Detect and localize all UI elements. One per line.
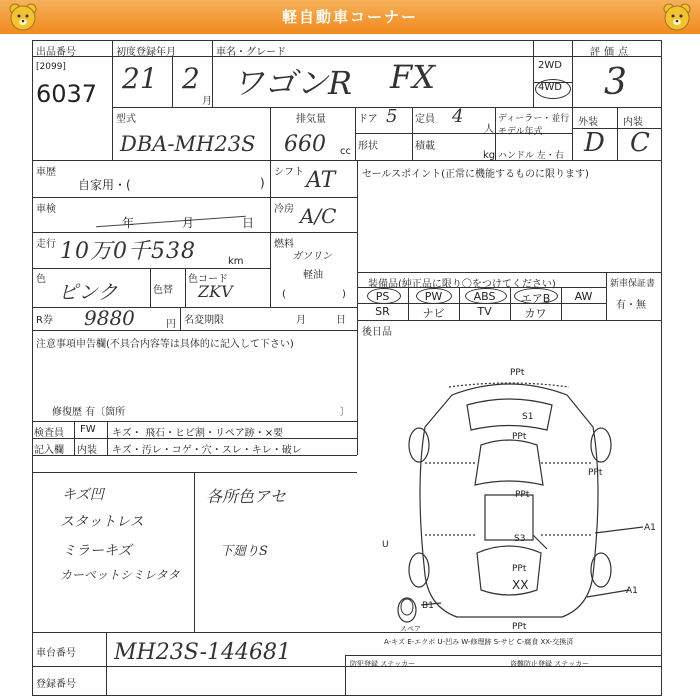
history-label: 車歴 — [36, 167, 56, 178]
circle-mark — [514, 288, 558, 304]
person-label: 人 — [484, 124, 494, 135]
kg-label: kg — [483, 150, 496, 161]
nc-day-label: 日 — [336, 315, 346, 326]
type-label: 型式 — [116, 114, 136, 125]
nc-month-label: 月 — [296, 315, 306, 326]
sales-point-label: セールスポイント(正常に機能するものに限ります) — [362, 169, 589, 180]
type-value: DBA-MH23S — [120, 132, 256, 156]
small-code: [2099] — [36, 62, 66, 72]
rating-label: 評価点 — [590, 47, 632, 58]
mark-s3: S3 — [514, 534, 526, 544]
repair-close: 〕 — [340, 407, 350, 418]
circle-mark — [367, 288, 401, 304]
circle-mark — [465, 288, 507, 304]
color-code-value: ZKV — [198, 282, 233, 301]
recycle-label: R券 — [36, 315, 53, 326]
page-title: 軽自動車コーナー — [281, 8, 418, 26]
lot-number: 6037 — [36, 80, 98, 108]
model-year-label: モデル年式 — [498, 127, 543, 137]
color-code-label: 色コード — [188, 274, 228, 285]
mark-ppt-trunk: PPt — [512, 564, 527, 574]
drive-2wd-label: 2WD — [538, 60, 562, 71]
paren-close: ) — [342, 289, 346, 300]
car-damage-diagram — [357, 335, 662, 632]
capacity-value: 4 — [452, 106, 464, 127]
notes-label: 注意事項申告欄(不具合内容等は具体的に記入して下さい) — [36, 339, 294, 350]
equip-sr: SR — [375, 305, 390, 318]
history-close: ) — [260, 176, 265, 190]
exterior-label: 外装 — [578, 117, 598, 128]
km-label: km — [228, 256, 244, 267]
equip-aw: AW — [574, 290, 593, 303]
naisou-label: 内装 — [77, 445, 97, 456]
reg-month: 2 — [182, 62, 200, 95]
yen-label: 円 — [166, 319, 176, 330]
equip-abs: ABS — [473, 290, 496, 303]
mark-ppt-top: PPt — [510, 368, 525, 378]
aircon-label: 冷房 — [274, 204, 294, 215]
grade: FX — [390, 58, 435, 96]
handle-label: ハンドル 左・右 — [498, 151, 564, 161]
cc-label: cc — [340, 146, 351, 157]
equip-ps: PS — [375, 290, 390, 303]
note-left-4: カーペットシミレタタ — [60, 568, 180, 582]
mark-a1-rear: A1 — [626, 586, 638, 596]
entry-label: 記入欄 — [34, 445, 64, 456]
displacement-label: 排気量 — [296, 114, 326, 125]
mark-ppt-bottom: PPt — [512, 622, 527, 632]
aircon-value: A/C — [300, 204, 337, 228]
inspector-label: 検査員 — [34, 428, 64, 439]
insp-day-label: 日 — [242, 216, 255, 230]
equip-pw: PW — [424, 290, 443, 303]
paren-open: ( — [282, 289, 286, 300]
equipment-label: 装備品(純正品に限り〇をつけてください) — [368, 279, 556, 290]
interior-items: キズ・汚レ・コゲ・穴・スレ・キレ・破レ — [112, 445, 302, 456]
color-change-label: 色替 — [153, 285, 173, 296]
history-value: 自家用・( — [78, 178, 131, 192]
displacement-value: 660 — [284, 132, 326, 157]
rating-value: 3 — [604, 62, 627, 103]
dealer-label: ディーラー・並行 — [498, 114, 570, 124]
post-equipment-label: 後日品 — [362, 327, 392, 338]
note-left-2: スタットレス — [60, 514, 144, 530]
drive-4wd-label: 4WD — [538, 82, 562, 93]
name-change-label: 名変期限 — [184, 315, 224, 326]
first-reg-label: 初度登録年月 — [116, 47, 176, 58]
lot-label: 出品番号 — [36, 47, 76, 58]
mark-xx: XX — [512, 578, 529, 592]
mileage-value: 10万0千538 — [60, 239, 196, 264]
interior-value: C — [630, 128, 650, 158]
note-left-1: キズ凹 — [62, 487, 104, 503]
mark-s1: S1 — [522, 412, 534, 422]
capacity-label: 定員 — [415, 114, 435, 125]
sticker-b-label: 盗難防止登録 ステッカー — [510, 660, 590, 668]
chassis-label: 車台番号 — [36, 648, 76, 659]
exterior-value: D — [584, 128, 605, 158]
circle-mark — [416, 288, 452, 304]
mark-ppt-right: PPt — [588, 468, 603, 478]
fuel-value: ガソリン — [292, 251, 332, 262]
doors-label: ドア — [358, 114, 378, 125]
mark-a1-right: A1 — [644, 523, 656, 533]
shape-label: 形状 — [358, 141, 378, 152]
inspection-label: 車検 — [36, 204, 56, 215]
warranty-label: 新車保証書 — [610, 279, 656, 289]
doors-value: 5 — [386, 106, 398, 127]
model-name: ワゴンR — [232, 64, 353, 102]
fuel-label: 燃料 — [274, 239, 294, 250]
damage-legend: A-キズ E-エクボ U-凹み W-修理跡 S-サビ C-腐食 XX-交換済 — [384, 638, 574, 646]
mark-ppt-roof: PPt — [515, 490, 530, 500]
insp-month-label: 月 — [182, 216, 195, 230]
repair-label: 修復歴 有〔箇所 — [52, 407, 126, 418]
chassis-value: MH23S-144681 — [114, 640, 291, 665]
equip-leather: カワ — [524, 307, 547, 320]
fw-items: キズ・ 飛石・ヒビ割・リペア跡・×要 — [112, 428, 284, 439]
color-label: 色 — [36, 274, 46, 285]
fw-label: FW — [80, 424, 96, 435]
sticker-a-label: 防犯登録 ステッカー — [350, 660, 416, 668]
shift-label: シフト — [274, 167, 304, 178]
note-left-3: ミラーキズ — [62, 543, 132, 559]
mark-b1: B1 — [422, 601, 434, 611]
equip-airbag: エアB — [520, 292, 551, 305]
mark-ppt-hood: PPt — [512, 432, 527, 442]
recycle-value: 9880 — [84, 306, 135, 330]
color-value: ピンク — [58, 280, 118, 304]
spare-label: スペア — [400, 625, 421, 633]
reg-no-label: 登録番号 — [36, 679, 76, 690]
shift-value: AT — [306, 168, 336, 193]
insp-year-label: 年 — [122, 216, 135, 230]
equip-navi: ナビ — [422, 307, 445, 320]
interior-label: 内装 — [623, 117, 643, 128]
load-label: 積載 — [415, 141, 435, 152]
mileage-label: 走行 — [36, 239, 56, 250]
yes-no-label: 有・無 — [616, 300, 646, 311]
month-label: 月 — [202, 96, 212, 107]
note-right-2: 下廻りS — [220, 544, 268, 559]
note-right-1: 各所色アセ — [206, 487, 286, 506]
diesel-label: 軽油 — [303, 270, 323, 281]
equip-tv: TV — [477, 305, 492, 318]
model-grade-label: 車名・グレード — [216, 47, 286, 58]
mark-u: U — [382, 540, 389, 550]
reg-year: 21 — [122, 62, 158, 95]
